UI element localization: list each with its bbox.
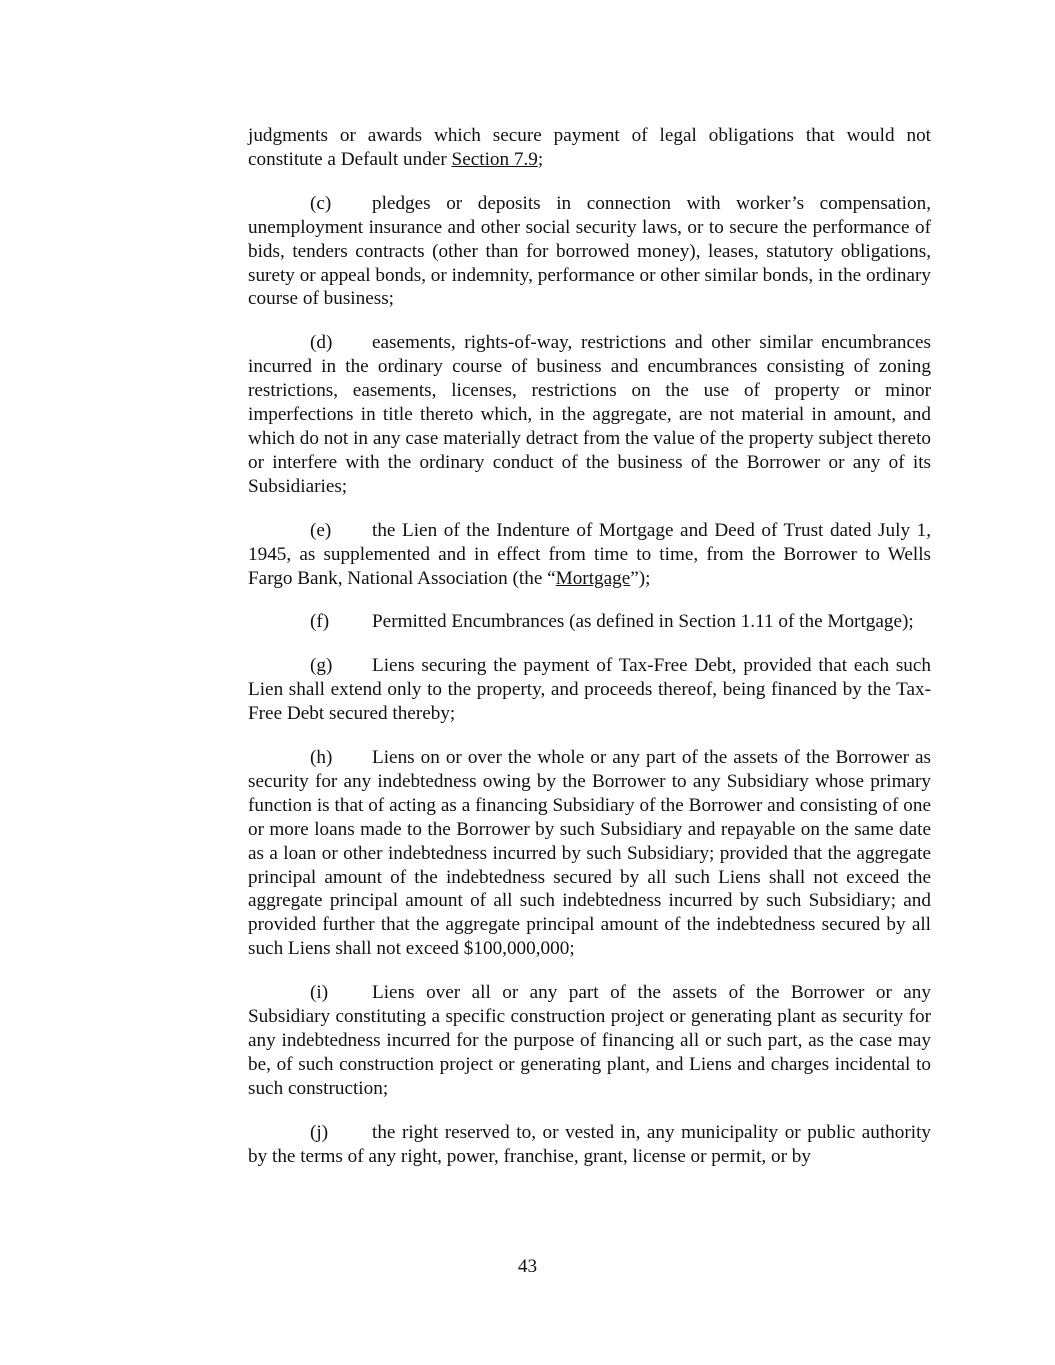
clause-e: [248, 519, 931, 591]
clause-text-end: ”);: [630, 567, 651, 589]
clause-label: (i): [310, 982, 329, 1004]
defined-term-mortgage: Mortgage: [555, 567, 631, 589]
clause-text: Liens on or over the whole or any part of the assets of the Borrower as security for any indebtedness owing by the Borrower to any Subsidiary whose primary function is that of acting as a financing Subsidiary of the Borrower and consisting of one or more loans made to the Borrower by such Subsidiary and repayable on the same date as a loan or other indebtedness incurred by such Subsidiary; provided that the aggregate principal amount of the indebtedness secured by all such Liens shall not exceed the aggregate principal amount of all such indebtedness incurred by such Subsidiary; and provided further that the aggregate principal amount of the indebtedness secured by all such Liens shall not exceed $100,000,000;: [248, 747, 931, 960]
continuation-end: ;: [537, 148, 544, 170]
document-page: [248, 124, 931, 1189]
clause-c: [248, 192, 931, 312]
clause-label: (h): [310, 747, 333, 769]
clause-text: Permitted Encumbrances (as defined in Section 1.11 of the Mortgage);: [372, 611, 914, 633]
clause-text: the Lien of the Indenture of Mortgage and Deed of Trust dated July 1, 1945, as supplemented and in effect from time to time, from the Borrower to Wells Fargo Bank, National Association (the “: [248, 519, 931, 589]
clause-g: [248, 654, 931, 726]
clause-label: (c): [310, 192, 332, 214]
clause-text: pledges or deposits in connection with worker’s compensation, unemployment insurance and other social security laws, or to secure the performance of bids, tenders contracts (other than for borrowed money), leases, statutory obligations, surety or appeal bonds, or indemnity, performance or other similar bonds, in the ordinary course of business;: [248, 192, 931, 310]
clause-i: [248, 981, 931, 1101]
clause-j: [248, 1121, 931, 1169]
continuation-paragraph: [248, 124, 931, 172]
clause-label: (e): [310, 519, 332, 541]
clause-d: [248, 331, 931, 498]
clause-text: the right reserved to, or vested in, any municipality or public authority by the terms of any right, power, franchise, grant, license or permit, or by: [248, 1121, 931, 1167]
clause-label: (j): [310, 1121, 329, 1143]
continuation-text: judgments or awards which secure payment of legal obligations that would not constitute a Default under: [248, 125, 931, 170]
clause-label: (g): [310, 655, 333, 677]
clause-text: Liens securing the payment of Tax-Free Debt, provided that each such Lien shall extend only to the property, and proceeds thereof, being financed by the Tax-Free Debt secured thereby;: [248, 655, 931, 725]
clause-text: Liens over all or any part of the assets of the Borrower or any Subsidiary constituting a specific construction project or generating plant as security for any indebtedness incurred for the purpose of financing all or such part, as the case may be, of such construction project or generating plant, and Liens and charges incidental to such construction;: [248, 982, 931, 1099]
section-reference: Section 7.9: [451, 148, 538, 170]
clause-f: [248, 610, 931, 634]
clause-text: easements, rights-of-way, restrictions and other similar encumbrances incurred in the ordinary course of business and encumbrances consisting of zoning restrictions, easements, licenses, restrictions on the use of property or minor imperfections in title thereto which, in the aggregate, are not material in amount, and which do not in any case materially detract from the value of the property subject thereto or interfere with the ordinary conduct of the business of the Borrower or any of its Subsidiaries;: [248, 332, 931, 497]
clause-label: (d): [310, 332, 333, 354]
page-number: 43: [517, 1256, 538, 1277]
clause-label: (f): [310, 611, 330, 633]
clause-h: [248, 746, 931, 961]
